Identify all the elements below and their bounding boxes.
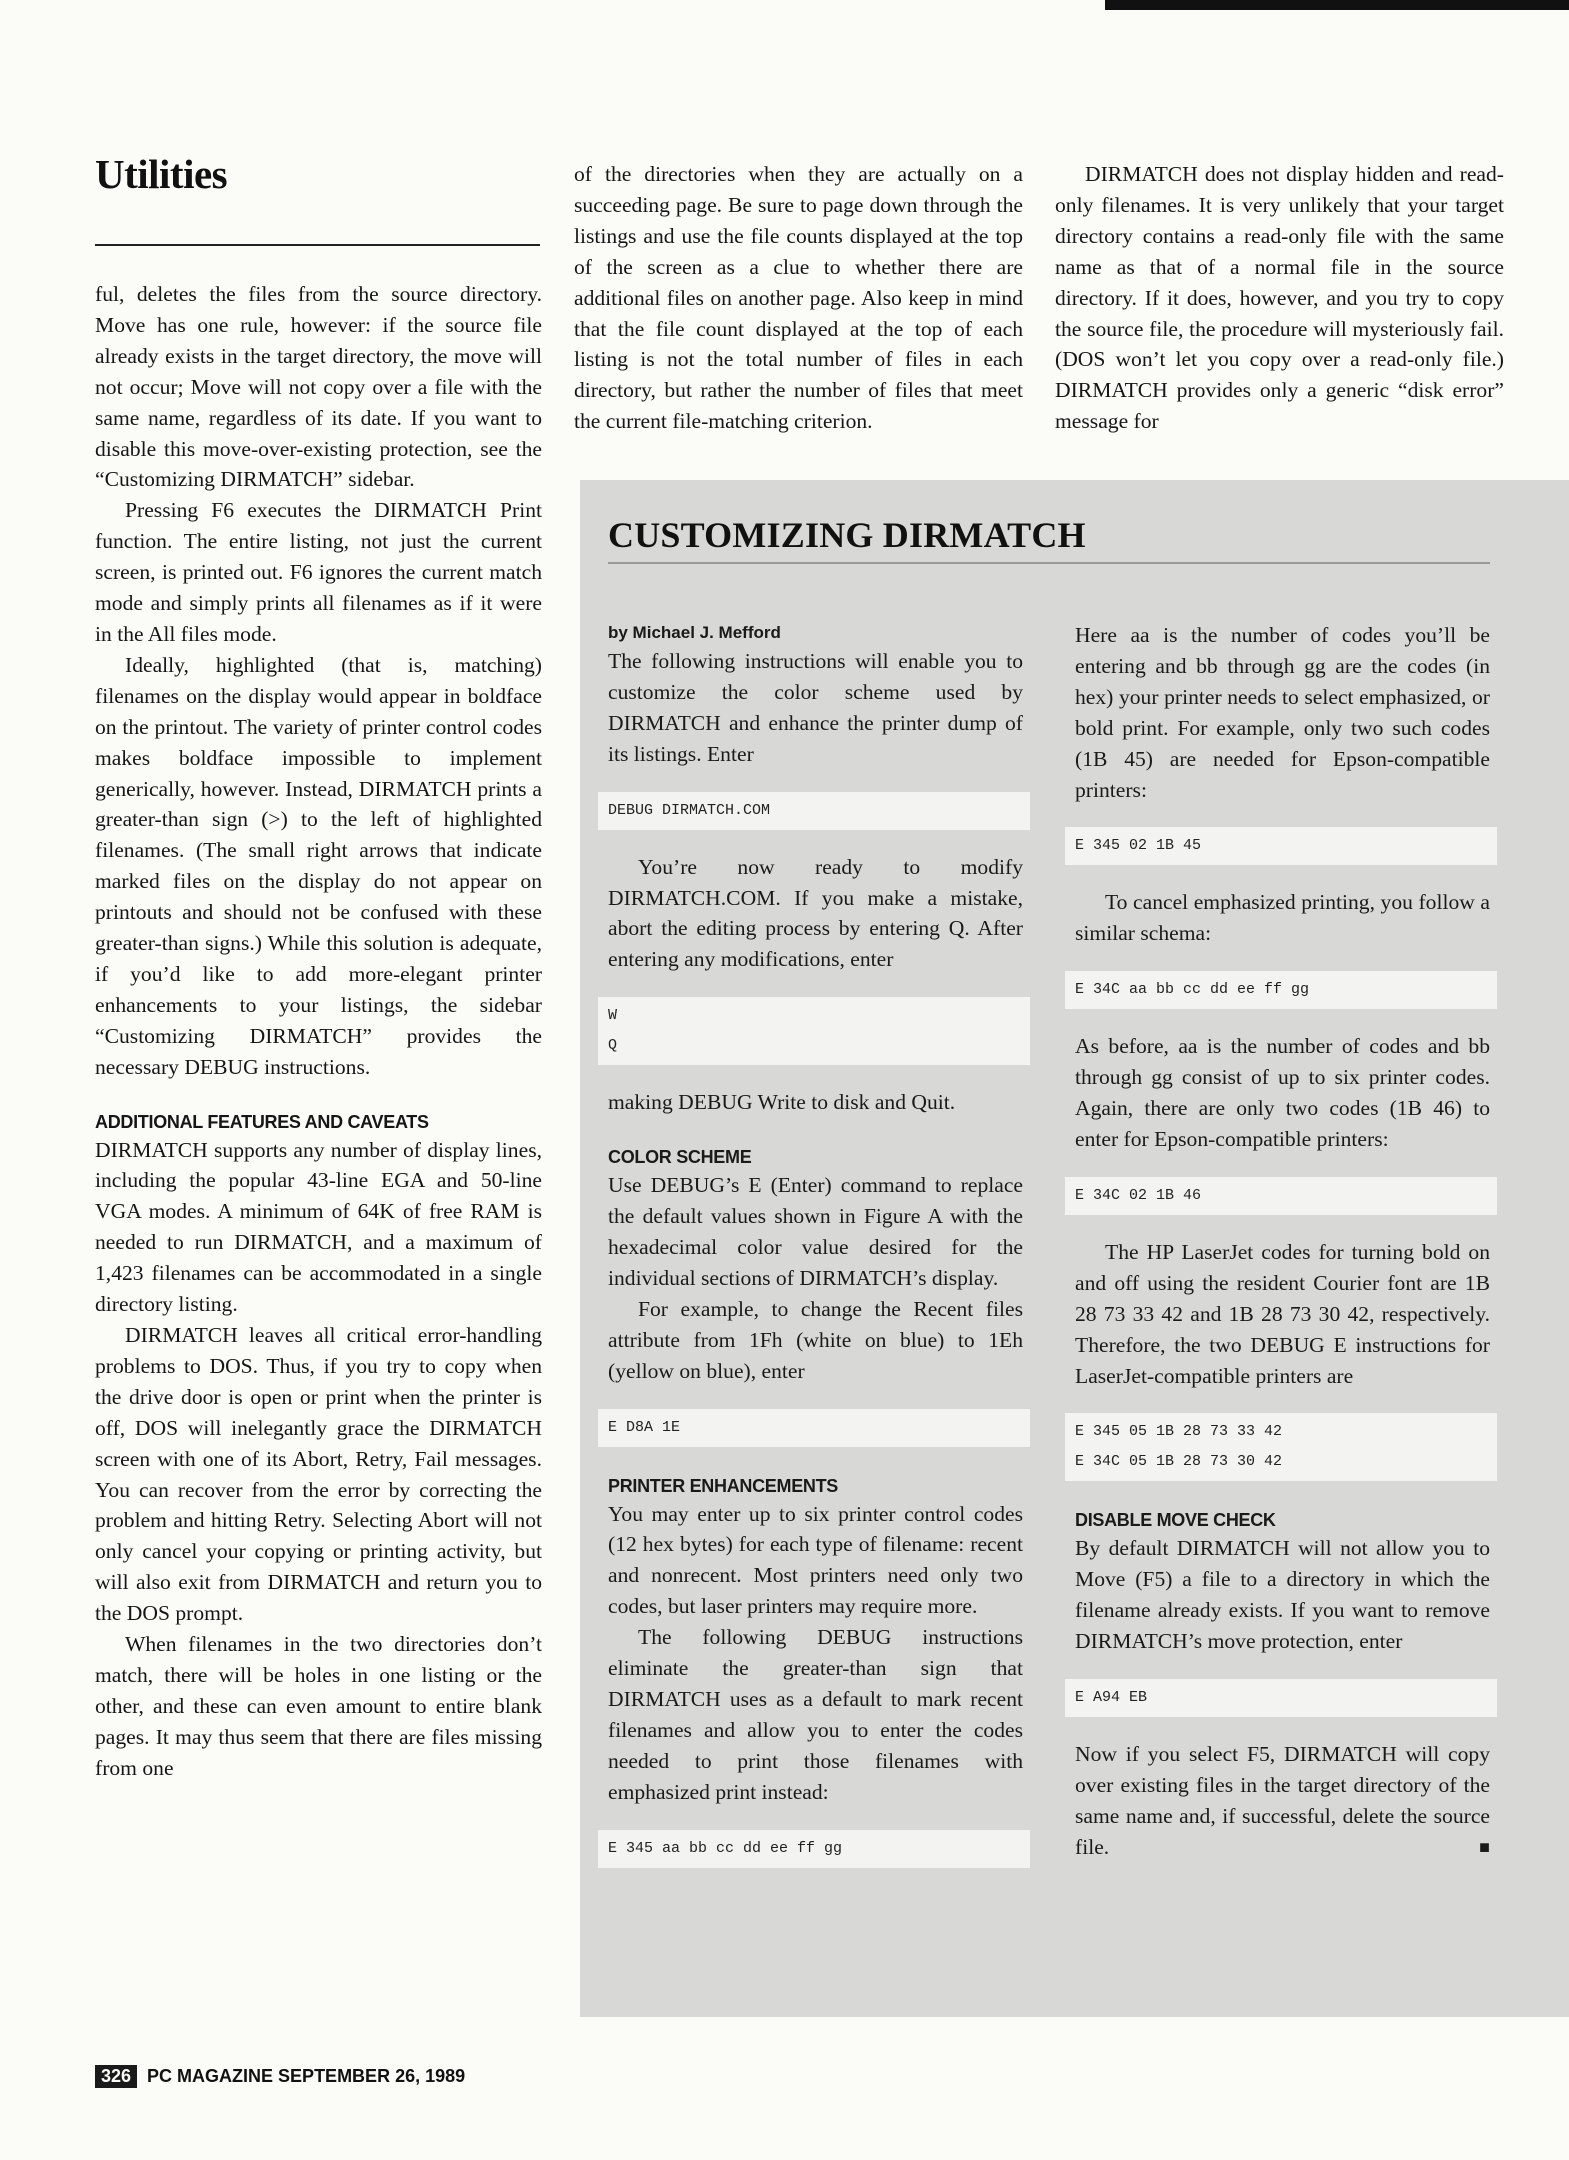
footer-text: PC MAGAZINE SEPTEMBER 26, 1989 — [147, 2066, 466, 2086]
paragraph: of the directories when they are actually on a succeeding page. Be sure to page down through the listings and use the file counts displayed at the top of the screen as a clue to whether there are additional files on another page. Also keep in mind that the file count displayed at the top of each listing is not the total number of files in each directory, but rather the number of files that meet the current file-matching criterion. — [574, 162, 1023, 434]
article-column-2 — [574, 159, 1023, 437]
code-block: DEBUG DIRMATCH.COM — [598, 792, 1030, 830]
paragraph: making DEBUG Write to disk and Quit. — [608, 1090, 956, 1115]
paragraph: Ideally, highlighted (that is, matching) filenames on the display would appear in boldface on the printout. The variety of printer control codes makes boldface impossible to implement generically, however. Instead, DIRMATCH prints a greater-than sign (>) to the left of highlighted filenames. (The small right arrows that indicate marked files on the display do not appear on printouts and should not be confused with these greater-than signs.) While this solution is adequate, if you’d like to add more-elegant printer enhancements to your listings, the sidebar “Customizing DIRMATCH” provides the necessary DEBUG instructions. — [95, 652, 542, 1079]
code-block: E 34C 02 1B 46 — [1065, 1177, 1497, 1215]
paragraph: The following instructions will enable you to customize the color scheme used by DIRMATCH and enhance the printer dump of its listings. Enter — [608, 649, 1023, 766]
code-block: E D8A 1E — [598, 1409, 1030, 1447]
paragraph: Use DEBUG’s E (Enter) command to replace the default values shown in Figure A with the hexadecimal color value desired for the individual sections of DIRMATCH’s display. — [608, 1173, 1023, 1290]
code-block: E A94 EB — [1065, 1679, 1497, 1717]
end-mark-icon: ■ — [1479, 1836, 1490, 1857]
code-block: E 345 aa bb cc dd ee ff gg — [598, 1830, 1030, 1868]
paragraph: Here aa is the number of codes you’ll be entering and bb through gg are the codes (in hex) your printer needs to select emphasized, or bold print. For example, only two such codes (1B 45) are needed for Epson-compatible printers: — [1075, 623, 1490, 802]
paragraph: DIRMATCH leaves all critical error-handling problems to DOS. Thus, if you try to copy when the drive door is open or print when the printer is off, DOS will inelegantly grace the DIRMATCH screen with one of its Abort, Retry, Fail messages. You can recover from the error by correcting the problem and hitting Retry. Selecting Abort will not only cancel your copying or printing activity, but will also exit from DIRMATCH and return you to the DOS prompt. — [95, 1323, 542, 1626]
code-block: E 345 05 1B 28 73 33 42 E 34C 05 1B 28 73 30 42 — [1065, 1413, 1497, 1481]
article-column-1 — [95, 279, 542, 1784]
paragraph: As before, aa is the number of codes and bb through gg consist of up to six printer codes. Again, there are only two codes (1B 46) to enter for Epson-compatible printers: — [1075, 1034, 1490, 1151]
section-heading: Utilities — [95, 151, 228, 197]
heading-rule — [95, 244, 540, 246]
paragraph: By default DIRMATCH will not allow you to Move (F5) a file to a directory in which the filename already exists. If you want to remove DIRMATCH’s move protection, enter — [1075, 1536, 1490, 1654]
byline: by Michael J. Mefford — [608, 623, 781, 642]
subheading: PRINTER ENHANCEMENTS — [608, 1475, 839, 1496]
code-block: E 34C aa bb cc dd ee ff gg — [1065, 971, 1497, 1009]
paragraph: You’re now ready to modify DIRMATCH.COM. If you make a mistake, abort the editing process by entering Q. After entering any modifications, enter — [608, 854, 1023, 972]
paragraph: The following DEBUG instructions eliminate the greater-than sign that DIRMATCH uses as a default to mark recent filenames and allow you to enter the codes needed to print those filenames with emphasized print instead: — [608, 1625, 1023, 1804]
subheading: DISABLE MOVE CHECK — [1075, 1510, 1276, 1531]
paragraph: When filenames in the two directories don’t match, there will be holes in one listing or the other, and these can even amount to entire blank pages. It may thus seem that there are files missing from one — [95, 1632, 542, 1780]
subheading: COLOR SCHEME — [608, 1147, 752, 1168]
page-number: 326 — [95, 2065, 137, 2088]
sidebar-rule — [608, 562, 1490, 564]
paragraph: ful, deletes the files from the source directory. Move has one rule, however: if the source file already exists in the target directory, the move will not occur; Move will not copy over a file with the same name, regardless of its date. If you want to disable this move-over-existing protection, see the “Customizing DIRMATCH” sidebar. — [95, 282, 542, 492]
sidebar-column-1 — [608, 620, 1023, 1890]
paragraph: For example, to change the Recent files attribute from 1Fh (white on blue) to 1Eh (yellow on blue), enter — [608, 1296, 1023, 1383]
paragraph: DIRMATCH supports any number of display lines, including the popular 43-line EGA and 50-line VGA modes. A minimum of 64K of free RAM is needed to run DIRMATCH, and a maximum of 1,423 filenames can be accommodated in a single directory listing. — [95, 1137, 542, 1317]
paragraph-text: Now if you select F5, DIRMATCH will copy over existing files in the target directory of the same name and, if successful, delete the source file. — [1075, 1742, 1490, 1859]
sidebar-title: CUSTOMIZING DIRMATCH — [608, 515, 1086, 555]
paragraph: Pressing F6 executes the DIRMATCH Print function. The entire listing, not just the current screen, is printed out. F6 ignores the current match mode and simply prints all filenames as if it were in the All files mode. — [95, 498, 542, 646]
article-column-3 — [1055, 159, 1504, 437]
paragraph: The HP LaserJet codes for turning bold on and off using the resident Courier font are 1B 28 73 33 42 and 1B 28 73 30 42, respectively. Therefore, the two DEBUG E instructions for LaserJet-compatible printers are — [1075, 1239, 1490, 1388]
subheading: ADDITIONAL FEATURES AND CAVEATS — [95, 1111, 429, 1132]
page-footer — [95, 2065, 465, 2088]
paragraph: To cancel emphasized printing, you follow a similar schema: — [1075, 890, 1490, 946]
top-rule — [1105, 0, 1569, 10]
paragraph: DIRMATCH does not display hidden and read-only filenames. It is very unlikely that your target directory contains a read-only file with the same name as that of a normal file in the source directory. If it does, however, and you try to copy the source file, the procedure will mysteriously fail. (DOS won’t let you copy over a read-only file.) DIRMATCH provides only a generic “disk error” message for — [1055, 162, 1504, 434]
code-block: W Q — [598, 997, 1030, 1065]
sidebar-column-2 — [1075, 620, 1490, 1863]
paragraph — [1075, 1739, 1490, 1863]
paragraph: You may enter up to six printer control codes (12 hex bytes) for each type of filename: recent and nonrecent. Most printers need only two codes, but laser printers may require more. — [608, 1501, 1023, 1619]
code-block: E 345 02 1B 45 — [1065, 827, 1497, 865]
